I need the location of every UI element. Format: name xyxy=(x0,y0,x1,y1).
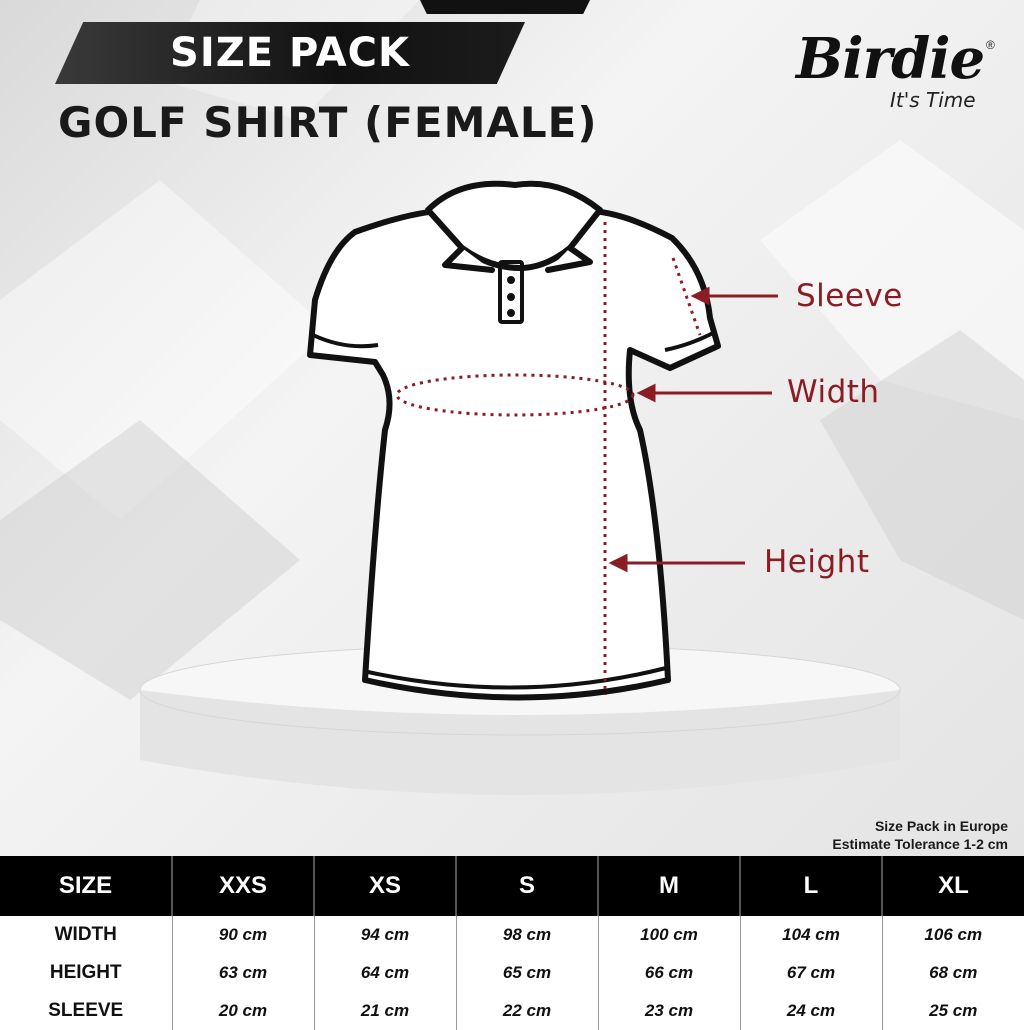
table-cell: 22 cm xyxy=(456,992,598,1030)
table-cell: 24 cm xyxy=(740,992,882,1030)
row-label: SLEEVE xyxy=(0,992,172,1030)
brand-name: Birdie xyxy=(796,26,985,92)
table-cell: 20 cm xyxy=(172,992,314,1030)
registered-mark: ® xyxy=(986,38,995,52)
size-header: L xyxy=(740,856,882,916)
table-cell: 66 cm xyxy=(598,954,740,992)
table-row xyxy=(0,916,1024,954)
size-header: M xyxy=(598,856,740,916)
table-row xyxy=(0,992,1024,1030)
banner-title: SIZE PACK xyxy=(170,30,410,76)
table-cell: 23 cm xyxy=(598,992,740,1030)
table-header-row xyxy=(0,856,1024,916)
table-cell: 63 cm xyxy=(172,954,314,992)
table-cell: 64 cm xyxy=(314,954,456,992)
size-table xyxy=(0,856,1024,1030)
table-cell: 65 cm xyxy=(456,954,598,992)
table-cell: 68 cm xyxy=(882,954,1024,992)
table-cell: 98 cm xyxy=(456,916,598,954)
height-label: Height xyxy=(764,544,870,580)
size-header: S xyxy=(456,856,598,916)
tolerance-note: Estimate Tolerance 1-2 cm xyxy=(832,836,1008,852)
row-label: WIDTH xyxy=(0,916,172,954)
size-header: XS xyxy=(314,856,456,916)
width-label: Width xyxy=(787,374,880,410)
page-title: GOLF SHIRT (FEMALE) xyxy=(58,98,598,147)
table-cell: 21 cm xyxy=(314,992,456,1030)
table-row xyxy=(0,954,1024,992)
table-cell: 106 cm xyxy=(882,916,1024,954)
sleeve-label: Sleeve xyxy=(796,278,903,314)
brand-tagline: It's Time xyxy=(890,88,976,112)
table-cell: 94 cm xyxy=(314,916,456,954)
table-cell: 67 cm xyxy=(740,954,882,992)
size-header: XXS xyxy=(172,856,314,916)
size-header: XL xyxy=(882,856,1024,916)
width-arrow-icon xyxy=(640,386,654,400)
region-note: Size Pack in Europe xyxy=(874,818,1008,834)
table-cell: 90 cm xyxy=(172,916,314,954)
size-column-header: SIZE xyxy=(0,856,172,916)
table-cell: 104 cm xyxy=(740,916,882,954)
table-cell: 25 cm xyxy=(882,992,1024,1030)
row-label: HEIGHT xyxy=(0,954,172,992)
table-cell: 100 cm xyxy=(598,916,740,954)
